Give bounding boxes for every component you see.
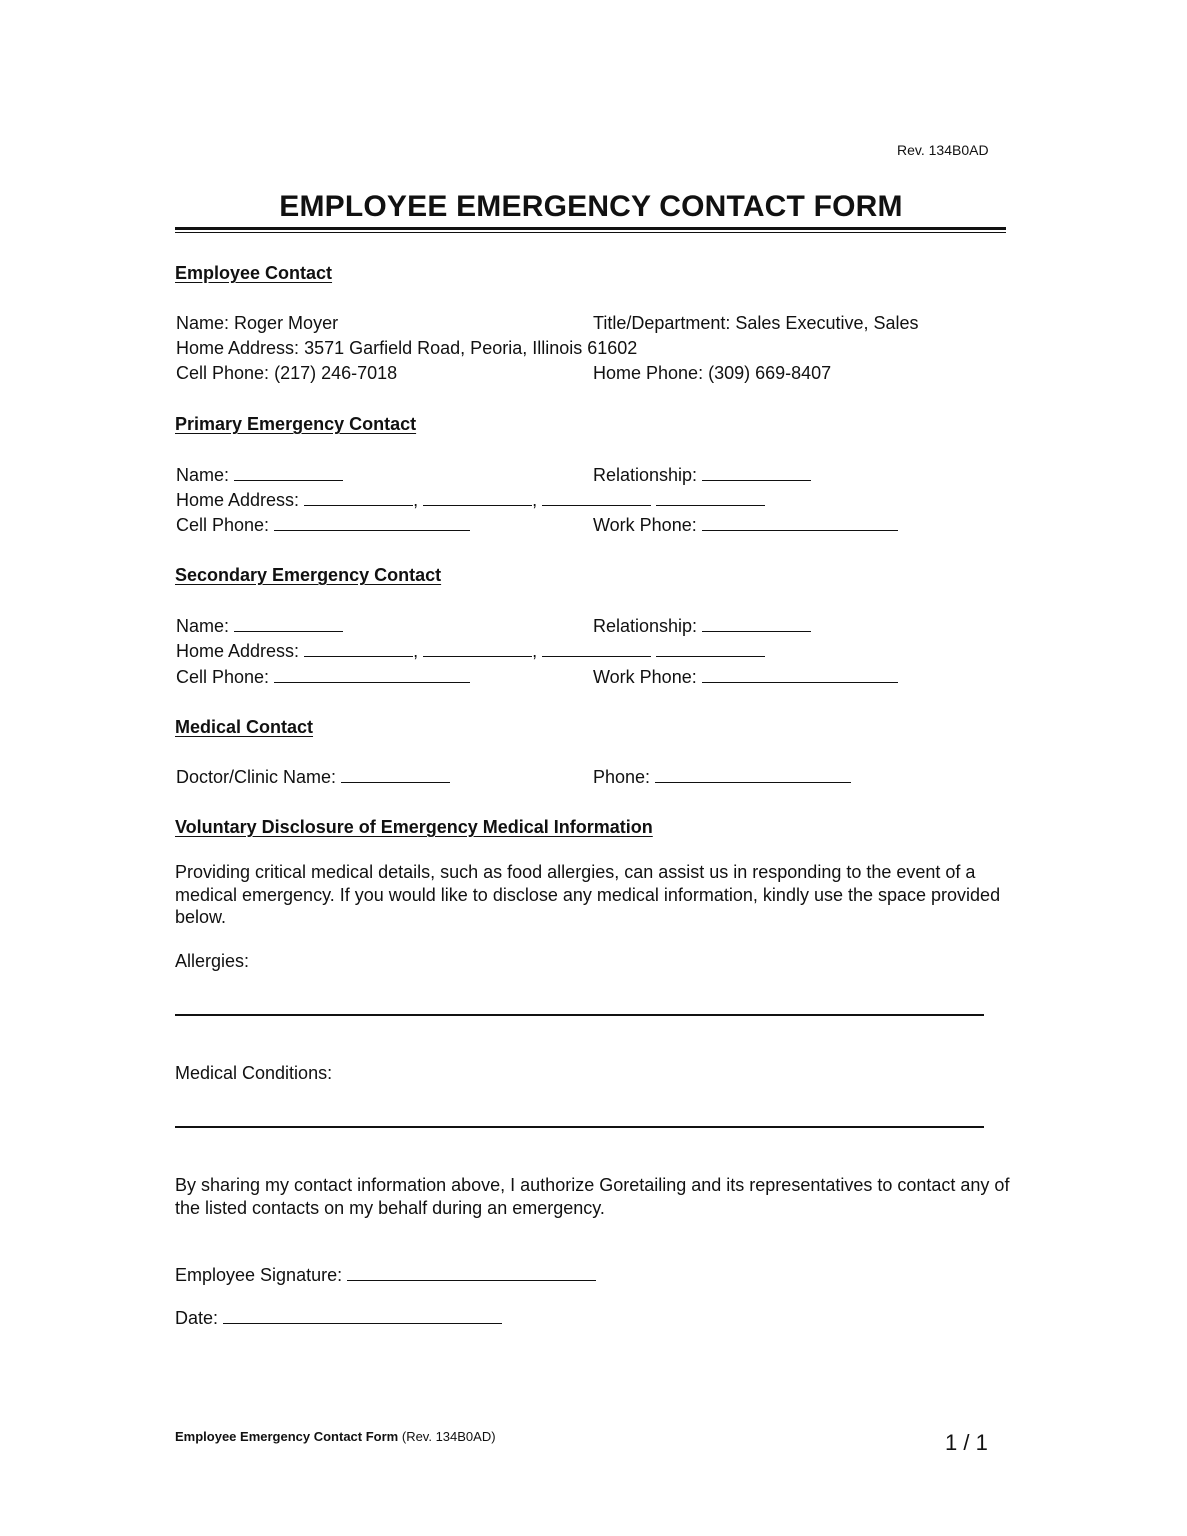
employee-address-label: Home Address: [176, 338, 300, 358]
primary-address-zip-field[interactable] [656, 490, 765, 506]
primary-cell-row [176, 514, 470, 536]
primary-name-field[interactable] [234, 465, 343, 481]
employee-home-phone-label: Home Phone: [593, 363, 704, 383]
secondary-work-label: Work Phone: [593, 667, 697, 687]
disclosure-paragraph: Providing critical medical details, such as food allergies, can assist us in responding to the event of a medical emergency. If you would like to disclose any medical information, kindly use the space provided below. [175, 862, 1001, 927]
secondary-cell-row [176, 666, 470, 688]
employee-contact-heading: Employee Contact [175, 263, 333, 283]
disclosure-heading: Voluntary Disclosure of Emergency Medical Information [175, 817, 653, 837]
medical-phone-label: Phone: [593, 767, 651, 787]
secondary-work-row [593, 666, 898, 688]
primary-contact-heading: Primary Emergency Contact [175, 414, 417, 434]
title-rule-thin [175, 232, 1006, 233]
doctor-field[interactable] [341, 767, 450, 783]
form-title: EMPLOYEE EMERGENCY CONTACT FORM [279, 190, 903, 223]
footer-rev: (Rev. 134B0AD) [401, 1429, 496, 1444]
medical-contact-heading: Medical Contact [175, 717, 314, 737]
employee-title-label: Title/Department: [593, 313, 731, 333]
medical-phone-field[interactable] [655, 767, 851, 783]
secondary-contact-heading: Secondary Emergency Contact [175, 565, 442, 585]
signature-label: Employee Signature: [175, 1265, 343, 1285]
secondary-relationship-row [593, 615, 811, 637]
primary-work-field[interactable] [702, 515, 898, 531]
employee-address-row [176, 337, 637, 359]
primary-address-label: Home Address: [176, 490, 300, 510]
doctor-label: Doctor/Clinic Name: [176, 767, 337, 787]
primary-cell-label: Cell Phone: [176, 515, 270, 535]
signature-row [175, 1264, 596, 1286]
allergies-field[interactable] [175, 1014, 984, 1016]
secondary-address-state-field[interactable] [542, 641, 651, 657]
employee-name-label: Name: [176, 313, 230, 333]
secondary-name-row [176, 615, 343, 637]
primary-name-row [176, 464, 343, 486]
secondary-address-city-field[interactable] [423, 641, 532, 657]
employee-cell-label: Cell Phone: [176, 363, 270, 383]
employee-cell-row [176, 362, 397, 384]
secondary-cell-label: Cell Phone: [176, 667, 270, 687]
date-row [175, 1307, 502, 1329]
page-number: 1 / 1 [945, 1430, 988, 1455]
primary-cell-field[interactable] [274, 515, 470, 531]
conditions-label: Medical Conditions: [175, 1063, 333, 1083]
allergies-label: Allergies: [175, 951, 250, 971]
employee-name-value: Roger Moyer [234, 313, 339, 333]
primary-relationship-row [593, 464, 811, 486]
footer-form-info [175, 1429, 496, 1444]
secondary-address-zip-field[interactable] [656, 641, 765, 657]
employee-home-phone-value: (309) 669-8407 [708, 363, 832, 383]
primary-address-state-field[interactable] [542, 490, 651, 506]
authorization-paragraph: By sharing my contact information above, I authorize Goretailing and its representatives to contact any of the listed contacts on my behalf during an emergency. [175, 1175, 1010, 1218]
secondary-address-label: Home Address: [176, 641, 300, 661]
secondary-relationship-field[interactable] [702, 616, 811, 632]
signature-field[interactable] [347, 1265, 596, 1281]
conditions-field[interactable] [175, 1126, 984, 1128]
employee-name-row [176, 312, 338, 334]
secondary-name-field[interactable] [234, 616, 343, 632]
title-rule-thick [175, 227, 1006, 230]
secondary-cell-field[interactable] [274, 667, 470, 683]
doctor-row [176, 766, 450, 788]
secondary-name-label: Name: [176, 616, 230, 636]
employee-address-value: 3571 Garfield Road, Peoria, Illinois 61602 [304, 338, 638, 358]
primary-address-row: Home Address: , , [176, 489, 765, 511]
primary-work-label: Work Phone: [593, 515, 697, 535]
employee-title-value: Sales Executive, Sales [735, 313, 919, 333]
secondary-relationship-label: Relationship: [593, 616, 698, 636]
secondary-address-row: Home Address: , , [176, 640, 765, 662]
employee-title-row [593, 312, 919, 334]
secondary-work-field[interactable] [702, 667, 898, 683]
secondary-address-street-field[interactable] [304, 641, 413, 657]
date-label: Date: [175, 1308, 219, 1328]
date-field[interactable] [223, 1308, 502, 1324]
revision-label: Rev. 134B0AD [897, 142, 989, 158]
primary-work-row [593, 514, 898, 536]
primary-relationship-field[interactable] [702, 465, 811, 481]
primary-address-street-field[interactable] [304, 490, 413, 506]
employee-cell-value: (217) 246-7018 [274, 363, 398, 383]
medical-phone-row [593, 766, 851, 788]
employee-home-phone-row [593, 362, 831, 384]
primary-address-city-field[interactable] [423, 490, 532, 506]
footer-form-name: Employee Emergency Contact Form [175, 1429, 399, 1444]
primary-relationship-label: Relationship: [593, 465, 698, 485]
primary-name-label: Name: [176, 465, 230, 485]
